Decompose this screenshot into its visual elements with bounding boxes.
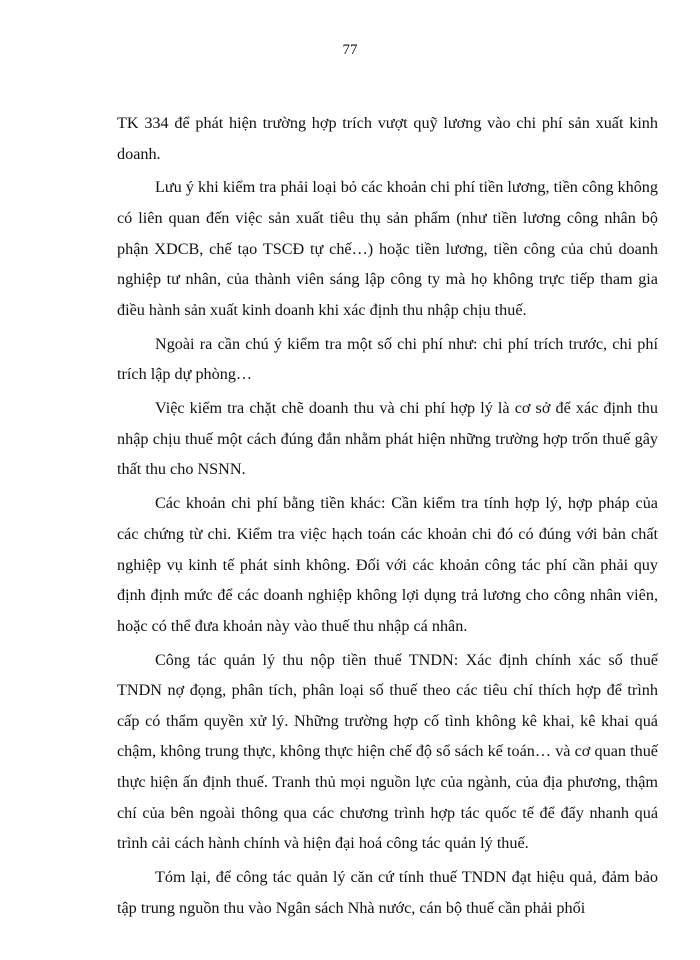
page-number: 77 [342,42,358,58]
document-body [117,108,658,927]
paragraph-5: Các khoản chi phí bằng tiền khác: Cần kiểm tra tính hợp lý, hợp pháp của các chứng từ chi. Kiểm tra việc hạch toán các khoản chi đó có đúng với bản chất nghiệp vụ kinh tế phát sinh không. Đối với các khoản công tác phí cần phải quy định định mức để các doanh nghiệp không lợi dụng trả lương cho công nhân viên, hoặc có thể đưa khoản này vào thuế thu nhập cá nhân. [117,494,658,635]
paragraph-4: Việc kiểm tra chặt chẽ doanh thu và chi phí hợp lý là cơ sở để xác định thu nhập chịu thuế một cách đúng đắn nhằm phát hiện những trường hợp trốn thuế gây thất thu cho NSNN. [117,399,658,479]
paragraph-1: TK 334 để phát hiện trường hợp trích vượt quỹ lương vào chi phí sản xuất kinh doanh. [117,114,658,163]
paragraph-6: Công tác quản lý thu nộp tiền thuế TNDN: Xác định chính xác số thuế TNDN nợ đọng, phân tích, phân loại số thuế theo các tiêu chí thích hợp để trình cấp có thẩm quyền xử lý. Những trường hợp cố tình không kê khai, kê khai quá chậm, không trung thực, không thực hiện chế độ sổ sách kế toán… và cơ quan thuế thực hiện ấn định thuế. Tranh thủ mọi nguồn lực của ngành, của địa phương, thậm chí của bên ngoài thông qua các chương trình hợp tác quốc tế để đẩy nhanh quá trình cải cách hành chính và hiện đại hoá công tác quản lý thuế. [117,650,658,853]
paragraph-3: Ngoài ra cần chú ý kiểm tra một số chi phí như: chi phí trích trước, chi phí trích lập dự phòng… [117,334,658,384]
paragraph-2: Lưu ý khi kiểm tra phải loại bỏ các khoản chi phí tiền lương, tiền công không có liên quan đến việc sản xuất tiêu thụ sản phẩm (như tiền lương công nhân bộ phận XDCB, chế tạo TSCĐ tự chế…) hoặc tiền lương, tiền công của chủ doanh nghiệp tư nhân, của thành viên sáng lập công ty mà họ không trực tiếp tham gia điều hành sản xuất kinh doanh khi xác định thu nhập chịu thuế. [117,178,658,319]
paragraph-7: Tóm lại, để công tác quản lý căn cứ tính thuế TNDN đạt hiệu quả, đảm bảo tập trung nguồn thu vào Ngân sách Nhà nước, cán bộ thuế cần phải phối [117,868,658,917]
